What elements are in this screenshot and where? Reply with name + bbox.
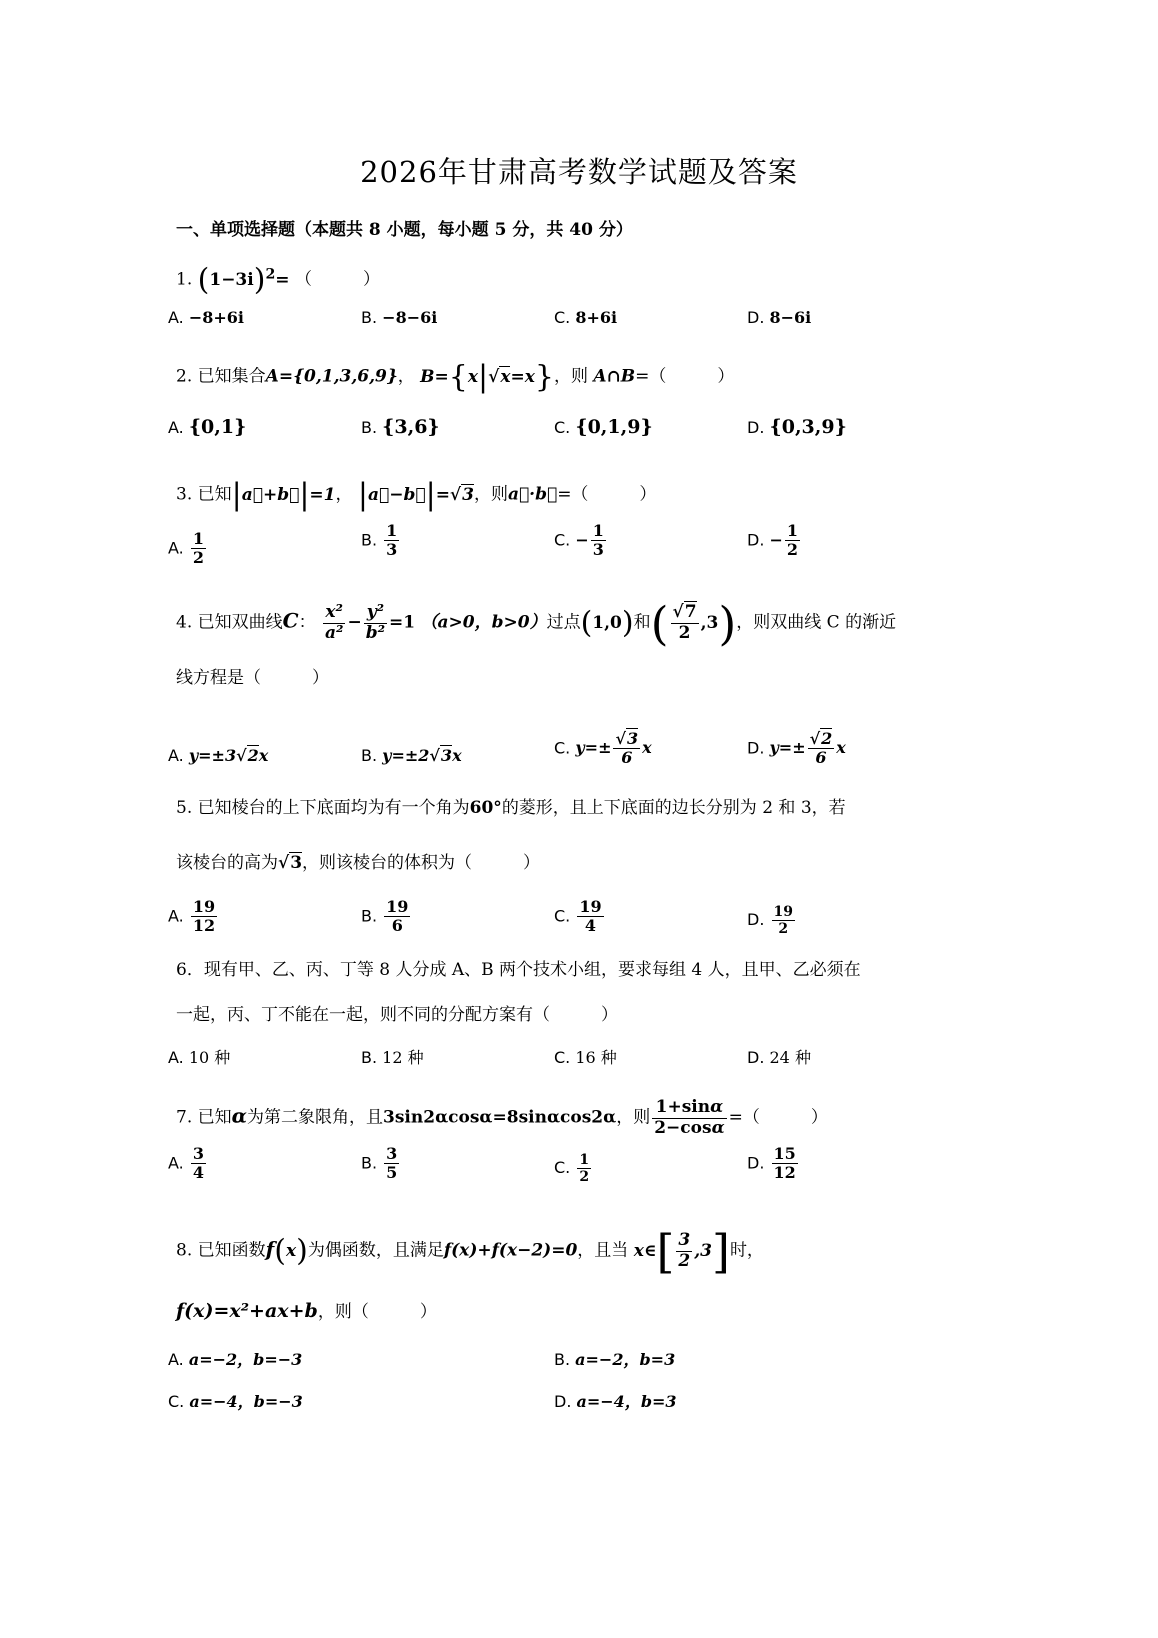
option-d: D. − $\frac{1}{2}$ [747,521,799,560]
set-a: A={0,1,3,6,9} [265,366,398,387]
option-b: B. $\frac{3}{5}$ [361,1144,398,1183]
option-a: A. $\frac{3}{4}$ [168,1144,204,1183]
question-4: 4. 已知双曲线C： $\frac{\text{x²}}{\text{a²}}$ − $\frac{\text{y²}}{\text{b²}}$ =1 （a>0，b>0）过点(1,0)和( $\frac{√7}{2}$ ,3)，则双曲线 C 的渐近 [176,596,897,650]
option-b: B. −8−6i [361,308,438,327]
option-b: B. $\frac{19}{6}$ [361,897,409,936]
option-b: B. a=−2，b=3 [554,1350,676,1369]
math-expression: $(1-3i)^2=$ [197,262,290,297]
option-a: A. {0,1} [168,416,247,438]
option-a: A. 10 种 [168,1048,231,1067]
answer-paren: （ ） [294,269,380,290]
question-2: 2. 已知集合A={0,1,3,6,9}， B={x|√x=x}，则 A∩B=（ ） [176,359,735,394]
question-3: 3. 已知|a⃗+b⃗|=1， |a⃗−b⃗|=√3，则a⃗·b⃗=（ ） [176,477,657,512]
question-6-continued: 一起，丙、丁不能在一起，则不同的分配方案有（ ） [176,1005,618,1025]
option-d: D. 24 种 [747,1048,811,1067]
option-c: C. y=± $\frac{√3}{6}$ x [554,729,652,768]
option-b: B. 12 种 [361,1048,424,1067]
option-a: A. a=−2，b=−3 [168,1350,303,1369]
question-number: 1. [176,269,193,290]
option-d: D. $\frac{15}{12}$ [747,1144,796,1183]
set-b: B={x|√x=x} [420,359,554,394]
question-8-continued: f(x)=x²+ax+b，则（ ） [176,1300,437,1322]
question-5-continued: 该棱台的高为√3，则该棱台的体积为（ ） [176,853,541,873]
question-8: 8. 已知函数f(x)为偶函数，且满足f(x)+f(x−2)=0，且当 x∈[ $\frac{3}{2}$ ,3]时， [176,1224,764,1278]
option-d: D. a=−4，b=3 [554,1392,677,1411]
question-5: 5. 已知棱台的上下底面均为有一个角为60°的菱形，且上下底面的边长分别为 2 和 3，若 [176,798,846,818]
option-c: C. {0,1,9} [554,416,653,438]
option-d: D. {0,3,9} [747,416,847,438]
option-c: C. − $\frac{1}{3}$ [554,521,604,560]
option-c: C. $\frac{1}{2}$ [554,1152,590,1186]
option-b: B. $\frac{1}{3}$ [361,521,398,560]
option-a: A. y=±3√2x [168,746,269,765]
option-a: A. $\frac{19}{12}$ [168,897,216,936]
option-d: D. $\frac{19}{2}$ [747,904,793,938]
option-b: B. y=±2√3x [361,746,462,765]
option-c: C. 8+6i [554,308,618,327]
page-title: 2026年甘肃高考数学试题及答案 [360,155,798,189]
option-c: C. a=−4，b=−3 [168,1392,303,1411]
vector-diff: |a⃗−b⃗|=√3 [357,477,474,512]
question-1 [176,262,380,297]
option-a: A. −8+6i [168,308,244,327]
vector-sum: |a⃗+b⃗|=1 [231,477,336,512]
question-7: 7. 已知α为第二象限角，且3sin2αcosα=8sinαcos2α，则 $\frac{1+\sin\alpha}{2-\cos\alpha}$ =（ ） [176,1097,828,1138]
option-d: D. 8−6i [747,308,812,327]
option-a: A. $\frac{1}{2}$ [168,529,204,568]
option-c: C. $\frac{19}{4}$ [554,897,602,936]
option-d: D. y=± $\frac{√2}{6}$ x [747,729,846,768]
section-heading: 一、单项选择题（本题共 8 小题，每小题 5 分，共 40 分） [176,220,633,240]
option-c: C. 16 种 [554,1048,617,1067]
option-b: B. {3,6} [361,416,440,438]
question-4-continued: 线方程是（ ） [176,668,329,688]
question-6: 6．现有甲、乙、丙、丁等 8 人分成 A、B 两个技术小组，要求每组 4 人，且甲、乙必须在 [176,960,861,980]
